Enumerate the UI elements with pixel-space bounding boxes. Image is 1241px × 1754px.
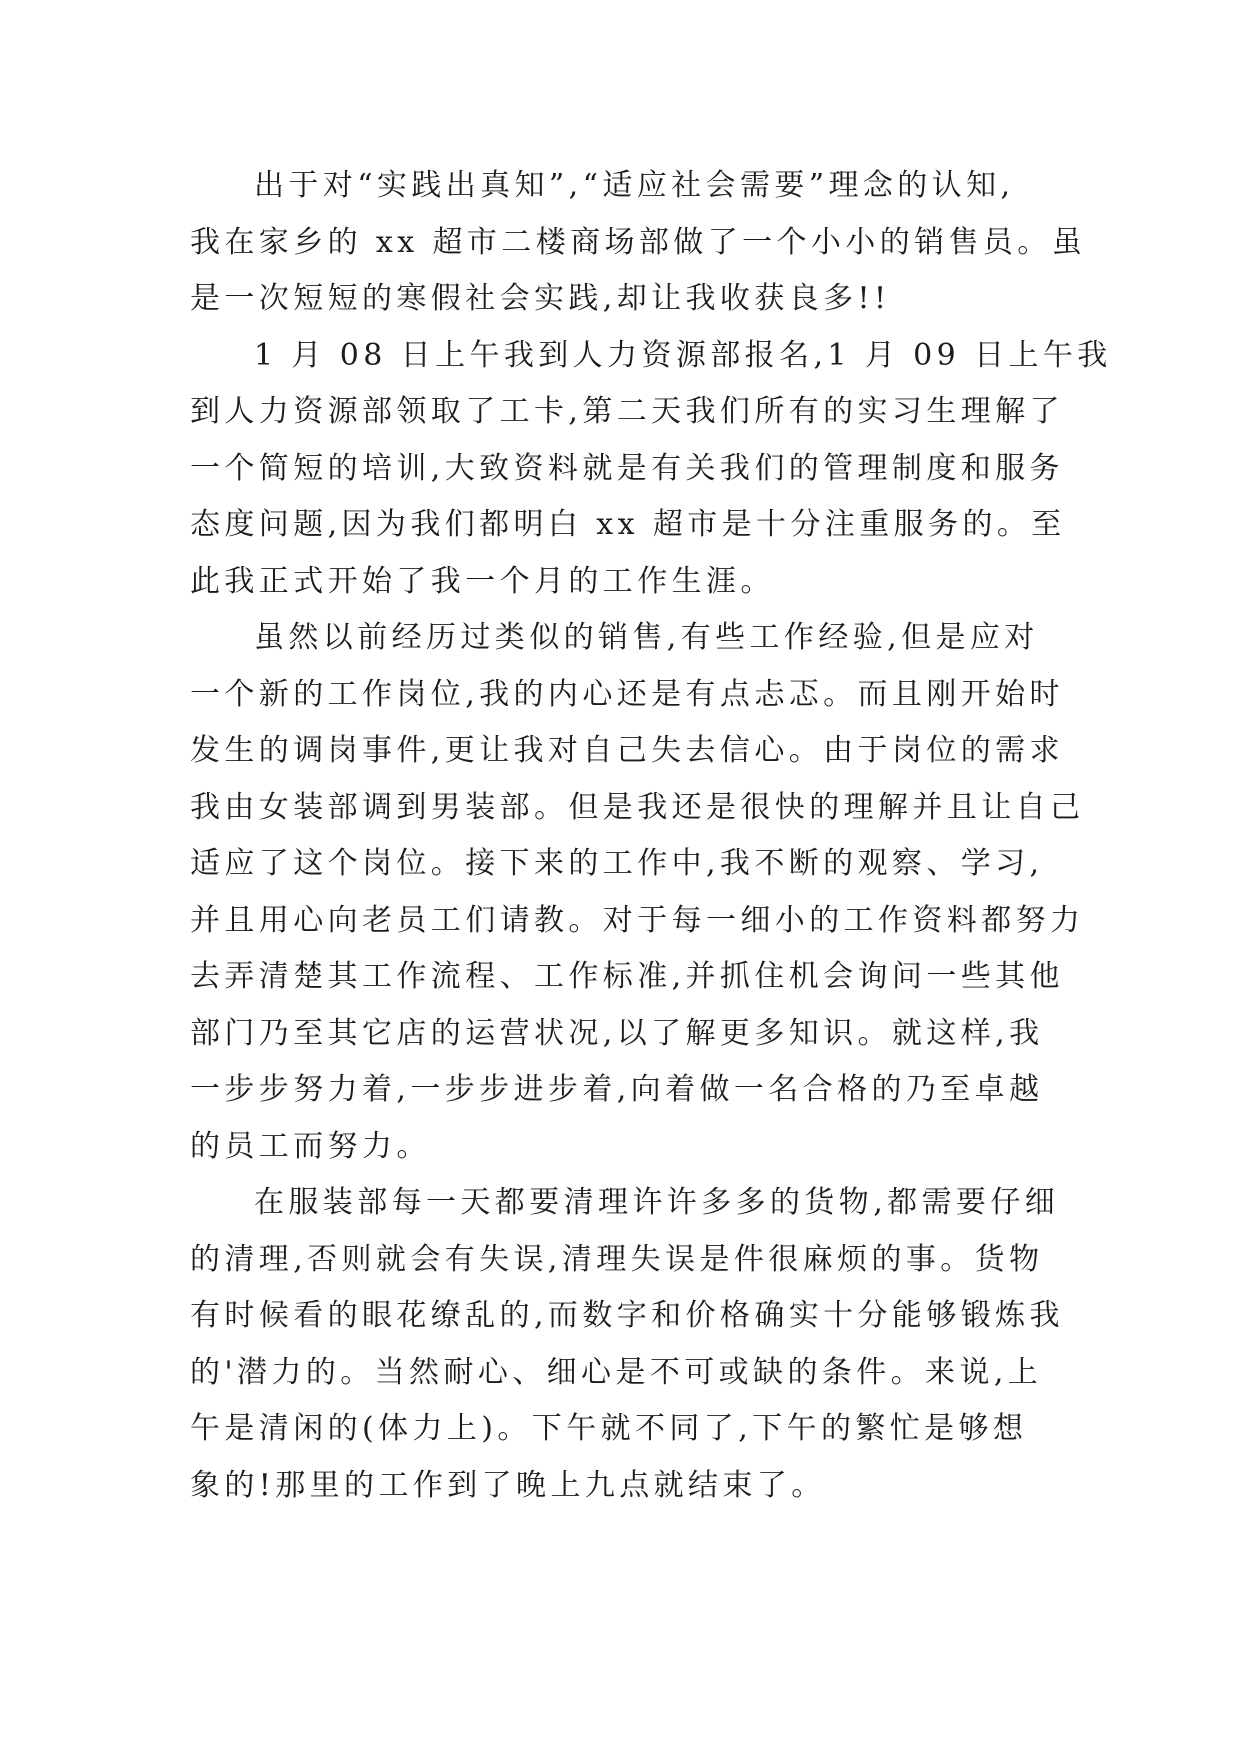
- text-line: 的'潜力的。当然耐心、细心是不可或缺的条件。来说,上: [190, 1354, 1043, 1390]
- text-line: 出于对“实践出真知”,“适应社会需要”理念的认知,: [254, 168, 1015, 203]
- text-line: 虽然以前经历过类似的销售,有些工作经验,但是应对: [254, 620, 1039, 655]
- text-line: 到人力资源部领取了工卡,第二天我们所有的实习生理解了: [190, 394, 1064, 429]
- text-line: 午是清闲的(体力上)。下午就不同了,下午的繁忙是够想: [190, 1411, 1028, 1446]
- text-line: 并且用心向老员工们请教。对于每一细小的工作资料都努力: [190, 902, 1085, 938]
- text-line: 此我正式开始了我一个月的工作生涯。: [190, 563, 775, 599]
- text-line: 一个简短的培训,大致资料就是有关我们的管理制度和服务: [190, 450, 1064, 486]
- paragraph-3: [190, 610, 1085, 1175]
- text-line: 1 月 08 日上午我到人力资源部报名,1 月 09 日上午我: [254, 337, 1112, 373]
- text-line: 的清理,否则就会有失误,清理失误是件很麻烦的事。货物: [190, 1241, 1044, 1277]
- text-line: 有时候看的眼花缭乱的,而数字和价格确实十分能够锻炼我: [190, 1298, 1064, 1333]
- text-line: 一步步努力着,一步步进步着,向着做一名合格的乃至卓越: [190, 1072, 1044, 1107]
- text-line: 象的!那里的工作到了晚上九点就结束了。: [190, 1467, 826, 1503]
- paragraph-4: [190, 1175, 1070, 1514]
- text-line: 的员工而努力。: [190, 1128, 431, 1164]
- document-body: [190, 158, 1112, 1514]
- paragraph-1: [190, 158, 1087, 328]
- text-line: 部门乃至其它店的运营状况,以了解更多知识。就这样,我: [190, 1015, 1044, 1051]
- paragraph-2: [190, 328, 1112, 611]
- text-line: 是一次短短的寒假社会实践,却让我收获良多!!: [190, 281, 891, 316]
- text-line: 我在家乡的 xx 超市二楼商场部做了一个小小的销售员。虽: [190, 224, 1087, 260]
- text-line: 一个新的工作岗位,我的内心还是有点忐忑。而且刚开始时: [190, 676, 1064, 712]
- text-line: 去弄清楚其工作流程、工作标准,并抓住机会询问一些其他: [190, 959, 1064, 994]
- text-line: 适应了这个岗位。接下来的工作中,我不断的观察、学习,: [190, 846, 1044, 881]
- text-line: 我由女装部调到男装部。但是我还是很快的理解并且让自己: [190, 789, 1085, 825]
- text-line: 态度问题,因为我们都明白 xx 超市是十分注重服务的。至: [190, 507, 1066, 542]
- text-line: 发生的调岗事件,更让我对自己失去信心。由于岗位的需求: [190, 733, 1064, 768]
- text-line: 在服装部每一天都要清理许许多多的货物,都需要仔细: [254, 1185, 1060, 1220]
